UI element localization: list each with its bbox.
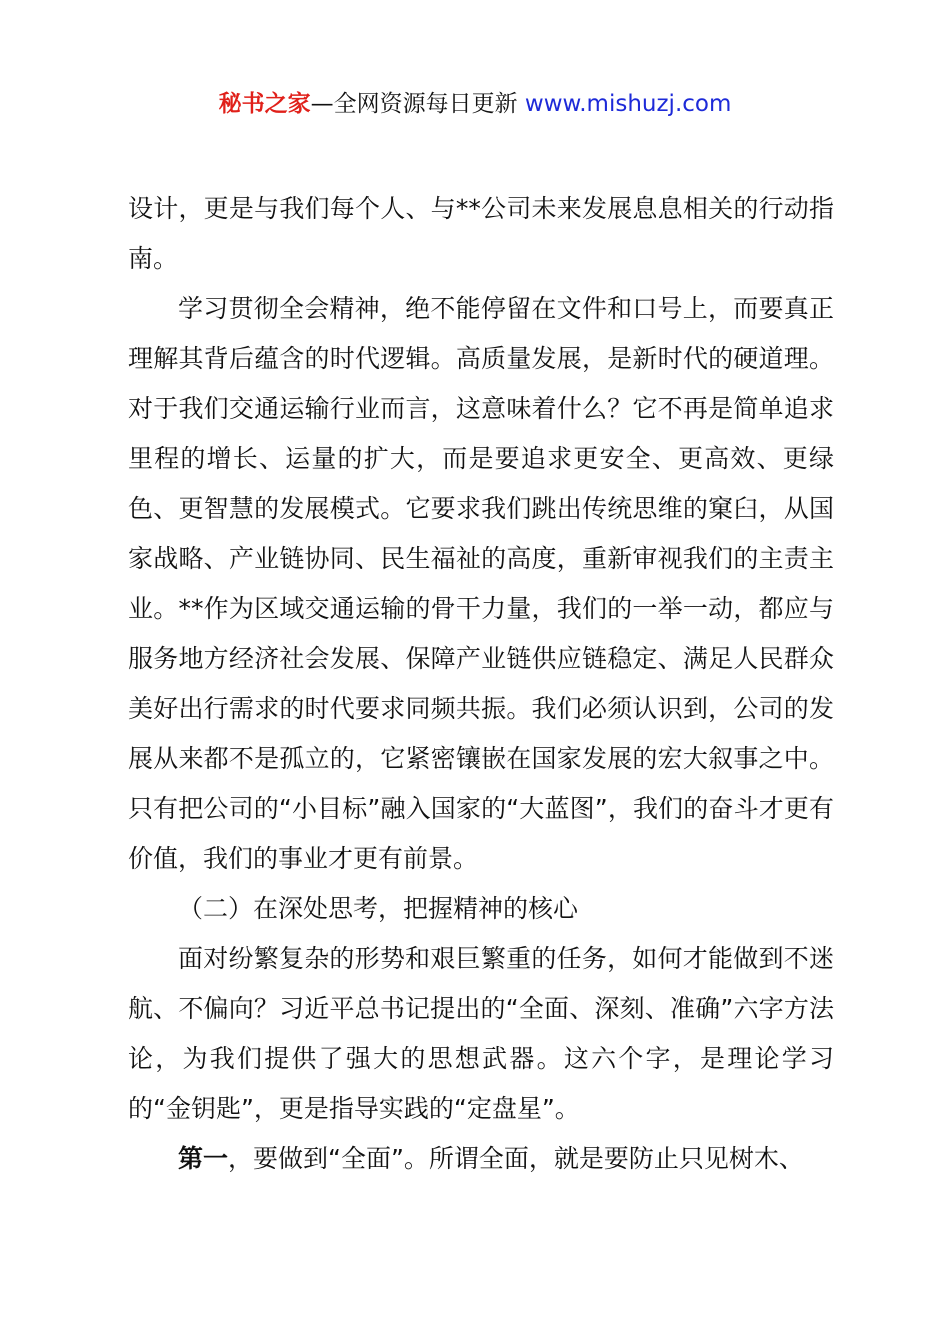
paragraph-first-point [128, 1134, 834, 1184]
header-tagline: —全网资源每日更新 [310, 91, 525, 117]
paragraph-continued: 设计，更是与我们每个人、与**公司未来发展息息相关的行动指南。 [128, 194, 834, 273]
section-heading: （二）在深处思考，把握精神的核心 [178, 894, 579, 923]
paragraph: 学习贯彻全会精神，绝不能停留在文件和口号上，而要真正理解其背后蕴含的时代逻辑。高质量发展，是新时代的硬道理。对于我们交通运输行业而言，这意味着什么？它不再是简单追求里程的增长、运量的扩大，而是要追求更安全、更高效、更绿色、更智慧的发展模式。它要求我们跳出传统思维的窠臼，从国家战略、产业链协同、民生福祉的高度，重新审视我们的主责主业。**作为区域交通运输的骨干力量，我们的一举一动，都应与服务地方经济社会发展、保障产业链供应链稳定、满足人民群众美好出行需求的时代要求同频共振。我们必须认识到，公司的发展从来都不是孤立的，它紧密镶嵌在国家发展的宏大叙事之中。只有把公司的“小目标”融入国家的“大蓝图”，我们的奋斗才更有价值，我们的事业才更有前景。 [128, 294, 834, 873]
point-lead: 第一 [178, 1144, 229, 1173]
point-text: ，要做到“全面”。所谓全面，就是要防止只见树木、 [228, 1144, 804, 1173]
site-url-link[interactable]: www.mishuzj.com [524, 91, 732, 117]
document-body [128, 184, 834, 1184]
brand-name: 秘书之家 [218, 91, 311, 117]
site-header [0, 86, 950, 122]
paragraph: 面对纷繁复杂的形势和艰巨繁重的任务，如何才能做到不迷航、不偏向？习近平总书记提出的“全面、深刻、准确”六字方法论，为我们提供了强大的思想武器。这六个字，是理论学习的“金钥匙”，更是指导实践的“定盘星”。 [128, 944, 834, 1123]
